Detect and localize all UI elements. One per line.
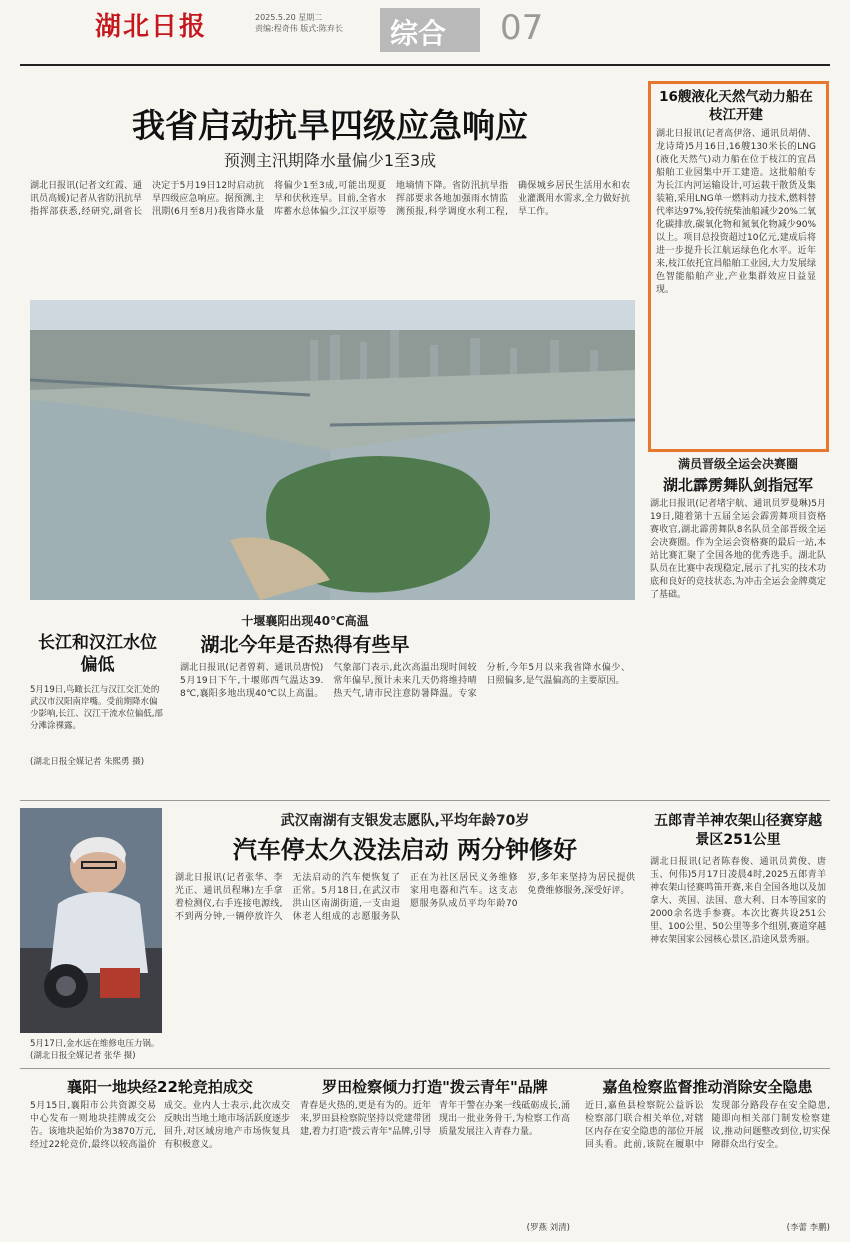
- heat-body: 湖北日报讯(记者曾莉、通讯员唐悦)5月19日下午,十堰郧西气温达39.8℃,襄阳多地出现40℃以上高温。气象部门表示,此次高温出现时间较常年偏早,预计未来几天仍将维持晴热天气,请市民注意防暑降温。专家分析,今年5月以来我省降水偏少、日照偏多,是气温偏高的主要原因。: [180, 663, 630, 699]
- volunteer-photo-caption: 5月17日,金水远在维修电压力锅。: [30, 1039, 160, 1049]
- repairman-illustration: [20, 808, 162, 1033]
- volunteer-photo: [20, 808, 162, 1033]
- editor-credit: 责编:程奇伟 版式:陈弃长: [255, 24, 343, 33]
- lng-headline: 16艘液化天然气动力船在枝江开建: [659, 89, 813, 123]
- jiayu-body: 近日,嘉鱼县检察院公益诉讼检察部门联合相关单位,对辖区内存在安全隐患的部位开展回头看。此前,该院在履职中发现部分路段存在安全隐患,随即向相关部门制发检察建议,推动问题整改到位,切实保障群众出行安全。: [585, 1101, 830, 1150]
- date-line: [255, 12, 343, 34]
- luotian-body: 青春是火热的,更是有为的。近年来,罗田县检察院坚持以党建带团建,着力打造"拨云青年"品牌,引导青年干警在办案一线砥砺成长,涌现出一批业务骨干,为检察工作高质量发展注入青春力量。: [300, 1101, 570, 1137]
- dance-kicker: 满员晋级全运会决赛圈: [677, 457, 798, 471]
- jiayu-headline: 嘉鱼检察监督推动消除安全隐患: [602, 1078, 813, 1096]
- xiangyang-headline: 襄阳一地块经22轮竞拍成交: [67, 1078, 253, 1096]
- lead-subhead: 预测主汛期降水量偏少1至3成: [223, 151, 437, 170]
- masthead-rule: [20, 64, 830, 66]
- heat-kicker: 十堰襄阳出现40℃高温: [241, 614, 369, 628]
- dance-body: 湖北日报讯(记者堵宇航、通讯员罗曼琳)5月19日,随着第十五届全运会霹雳舞项目资格赛收官,湖北霹雳舞队8名队员全部晋级全运会决赛圈。作为全运会资格赛的最后一站,本站比赛汇聚了全国各地的优秀选手。湖北队队员在比赛中表现稳定,展示了扎实的技术功底和良好的竞技状态,为冲击全运会金牌奠定了基础。: [650, 499, 826, 600]
- volunteer-body: 湖北日报讯(记者张华、李光正、通讯员程琳)左手拿着检测仪,右手连接电源线,不到两分钟,一辆停放许久无法启动的汽车便恢复了正常。5月18日,在武汉市洪山区南湖街道,一支由退休老人组成的志愿服务队正在为社区居民义务维修家用电器和汽车。这支志愿服务队成员平均年龄70岁,多年来坚持为居民提供免费维修服务,深受好评。: [175, 873, 635, 922]
- xiangyang-body: 5月15日,襄阳市公共资源交易中心发布一则地块挂牌成交公告。该地块起始价为3870万元,经过22轮竞价,最终以较高溢价成交。业内人士表示,此次成交反映出当地土地市场活跃度逐步回升,对区域房地产市场恢复具有积极意义。: [30, 1101, 290, 1150]
- newspaper-logo: 湖北日报: [95, 12, 208, 42]
- jiayu-credit: (李蕾 李鹏): [786, 1223, 830, 1233]
- lead-body: 湖北日报讯(记者文红霞、通讯员高媛)记者从省防汛抗旱指挥部获悉,经研究,副省长决定于5月19日12时启动抗旱四级应急响应。据预测,主汛期(6月至8月)我省降水量将偏少1至3成,可能出现夏旱和伏秋连旱。目前,全省水库蓄水总体偏少,江汉平原等地墒情下降。省防汛抗旱指挥部要求各地加强雨水情监测预报,科学调度水利工程,确保城乡居民生活用水和农业灌溉用水需求,全力做好抗旱工作。: [30, 181, 630, 217]
- luotian-headline: 罗田检察倾力打造"拨云青年"品牌: [322, 1078, 548, 1096]
- lead-headline: 我省启动抗旱四级应急响应: [132, 106, 528, 145]
- lng-body: 湖北日报讯(记者高伊洛、通讯员胡倩、龙诗琦)5月16日,16艘130米长的LNG(液化天然气)动力船在位于枝江的宜昌船舶工业园集中开工建造。这批船舶专为长江内河运输设计,可运载干散货及集装箱,采用LNG单一燃料动力技术,燃料替代率达97%,较传统柴油船减少20%二氧化碳排放,碳氧化物和氮氧化物减少90%以上。项目总投资超过10亿元,建成后将进一步提升长江航运绿色化水平。近年来,枝江依托宜昌船舶工业园,大力发展绿色智能船舶产业,产业集群效应日益显现。: [656, 129, 816, 295]
- race-body: 湖北日报讯(记者陈春俊、通讯员黄俊、唐玉、何伟)5月17日凌晨4时,2025五郎青羊神农架山径赛鸣笛开赛,来自全国各地以及加拿大、英国、法国、意大利、日本等国家的2000余名选手参赛。本次比赛共设251公里、100公里、50公里等多个组别,赛道穿越神农架国家公园核心景区,沿途风景秀丽。: [650, 857, 826, 945]
- heat-headline: 湖北今年是否热得有些早: [200, 634, 410, 656]
- section-name: 综合: [390, 17, 447, 50]
- river-confluence-illustration: [30, 300, 635, 600]
- race-headline: 五郎青羊神农架山径赛穿越景区251公里: [654, 813, 822, 848]
- volunteer-photo-credit: (湖北日报全媒记者 张华 摄): [30, 1051, 136, 1061]
- volunteer-headline: 汽车停太久没法启动 两分钟修好: [232, 836, 578, 864]
- dance-headline: 湖北霹雳舞队剑指冠军: [662, 476, 813, 494]
- photo-caption-body: 5月19日,鸟瞰长江与汉江交汇处的武汉市汉阳南岸嘴。受前期降水偏少影响,长江、汉江干流水位偏低,部分滩涂裸露。: [30, 685, 163, 731]
- issue-date: 2025.5.20 星期二: [255, 13, 323, 22]
- aerial-river-photo: [30, 300, 635, 600]
- photo-caption-credit: (湖北日报全媒记者 朱熙勇 摄): [30, 757, 145, 767]
- luotian-credit: (罗燕 刘清): [526, 1223, 570, 1233]
- volunteer-kicker: 武汉南湖有支银发志愿队,平均年龄70岁: [280, 813, 530, 829]
- page-number: 07: [500, 8, 544, 48]
- bottom-divider: [20, 1068, 830, 1069]
- section-divider: [20, 800, 830, 801]
- photo-caption-title: 长江和汉江水位偏低: [38, 633, 157, 675]
